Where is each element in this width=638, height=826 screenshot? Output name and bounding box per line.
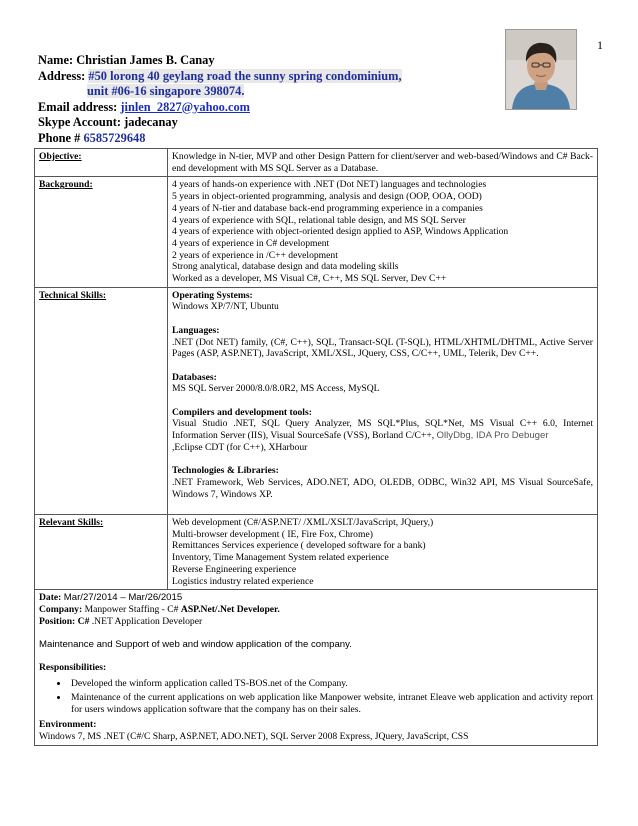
background-label: Background:	[35, 177, 168, 287]
skype-label: Skype Account:	[38, 115, 121, 129]
name-label: Name:	[38, 53, 74, 67]
address-label: Address:	[38, 68, 86, 83]
objective-row	[35, 149, 598, 177]
full-name: Christian James B. Canay	[76, 53, 215, 67]
objective-label: Objective:	[35, 149, 168, 177]
objective-text: Knowledge in N-tier, MVP and other Design Pattern for client/server and web-based/Windows and C# Back-end development with MS SQL Server as a Database.	[168, 149, 598, 177]
resume-table	[34, 148, 598, 746]
relevant-skills-row	[35, 515, 598, 590]
phone-value: 6585729648	[83, 130, 146, 145]
job-date: Mar/27/2014 – Mar/26/2015	[63, 592, 183, 604]
address-line	[38, 69, 402, 85]
list-item: • Maintenance of the current applications on web application like Manpower website, intranet Eleave web application and activity report for users windows application software that the company has on their sales.	[69, 692, 593, 715]
relevant-skills-content	[168, 515, 598, 590]
background-item: 2 years of experience in /C++ development	[172, 249, 338, 261]
relevant-skill-item: Logistics industry related experience	[172, 575, 314, 587]
background-item: 4 years of hands-on experience with .NET (Dot NET) languages and technologies	[172, 179, 487, 191]
background-item: Worked as a developer, MS Visual C#, C++, MS SQL Server, Dev C++	[172, 273, 447, 285]
job-company: Manpower Staffing - C#	[84, 603, 179, 615]
list-item: • Developed the winform application called TS-BOS.net of the Company.	[69, 678, 593, 690]
relevant-skill-item: Reverse Engineering experience	[172, 563, 297, 575]
job-date-label: Date:	[39, 592, 62, 604]
databases-title: Databases:	[172, 371, 217, 383]
tools-title: Compilers and development tools:	[172, 406, 312, 418]
tools-text-debuggers: OllyDbg, IDA Pro Debuger	[436, 430, 549, 442]
email-line	[38, 100, 402, 116]
job-position-line	[39, 616, 593, 628]
job-experience	[35, 590, 598, 745]
job-summary: Maintenance and Support of web and window application of the company.	[39, 639, 352, 651]
background-item: 4 years of experience with SQL, relational table design, and MS SQL Server	[172, 214, 466, 226]
technical-skills-label: Technical Skills:	[35, 287, 168, 514]
job-company-line	[39, 604, 593, 616]
technologies-title: Technologies & Libraries:	[172, 465, 279, 477]
job-date-line	[39, 592, 593, 604]
background-content	[168, 177, 598, 287]
languages-title: Languages:	[172, 324, 220, 336]
job-company-label: Company:	[39, 603, 83, 615]
background-item: 4 years of N-tier and database back-end programming experience in a companies	[172, 202, 483, 214]
responsibilities-list	[39, 678, 593, 715]
os-text: Windows XP/7/NT, Ubuntu	[172, 301, 279, 313]
page-number: 1	[597, 38, 603, 52]
relevant-skill-item: Web development (C#/ASP.NET/ /XML/XSLT/JavaScript, JQuery,)	[172, 517, 434, 529]
background-item: 4 years of experience in C# development	[172, 237, 330, 249]
relevant-skill-item: Remittances Services experience ( developed software for a bank)	[172, 540, 426, 552]
job-position-label: Position: C#	[39, 615, 90, 627]
address-value-line2: unit #06-16 singapore 398074.	[87, 84, 245, 98]
skype-line	[38, 115, 402, 131]
phone-line	[38, 131, 402, 147]
os-title: Operating Systems:	[172, 289, 253, 301]
phone-label: Phone #	[38, 130, 81, 145]
relevant-skills-label: Relevant Skills:	[35, 515, 168, 590]
environment-text: Windows 7, MS .NET (C#/C Sharp, ASP.NET, ADO.NET), SQL Server 2008 Express, JQuery, JavaScript, CSS	[39, 730, 469, 742]
address-value-line1: #50 lorong 40 geylang road the sunny spring condominium,	[88, 68, 402, 83]
background-row	[35, 177, 598, 287]
tools-text-end: ,Eclipse CDT (for C++), XHarbour	[172, 441, 308, 453]
databases-text: MS SQL Server 2000/8.0/8.0R2, MS Access, MySQL	[172, 383, 380, 395]
skype-value: jadecanay	[124, 115, 178, 129]
background-item: 5 years in object-oriented programming, analysis and design (OOP, OOA, OOD)	[172, 191, 482, 203]
relevant-skill-item: Inventory, Time Management System related experience	[172, 552, 389, 564]
technical-skills-row	[35, 287, 598, 514]
technologies-text: .NET Framework, Web Services, ADO.NET, ADO, OLEDB, ODBC, Win32 API, MS Visual SourceSafe, Windows 7, Windows XP.	[172, 476, 593, 500]
responsibilities-label: Responsibilities:	[39, 662, 107, 674]
environment-label: Environment:	[39, 719, 97, 731]
email-link[interactable]: jinlen_2827@yahoo.com	[120, 99, 250, 114]
job-position: .NET Application Developer	[91, 615, 203, 627]
person-photo-icon	[505, 29, 577, 110]
languages-text: .NET (Dot NET) family, (C#, C++), SQL, Transact-SQL (T-SQL), HTML/XHTML/DHTML, Active Server Pages (ASP, ASP.NET), JavaScript, XML/XSL, JQuery, CSS, C/C++, UML, Telerik, Dev C++.	[172, 336, 593, 360]
email-label: Email address:	[38, 99, 118, 114]
job-row	[35, 590, 598, 745]
background-item: 4 years of experience with object-oriented design applied to ASP, Windows Application	[172, 226, 509, 238]
tools-text-main: Visual Studio .NET, SQL Query Analyzer, MS SQL*Plus, SQL*Net, MS Visual C++ 6.0, Internet Information Server (IIS), Visual SourceSafe (VSS), Borland C/C++,	[172, 418, 593, 442]
background-item: Strong analytical, database design and data modeling skills	[172, 261, 399, 273]
relevant-skill-item: Multi-browser development ( IE, Fire Fox, Chrome)	[172, 528, 373, 540]
contact-header	[38, 53, 402, 146]
job-company-role: ASP.Net/.Net Developer.	[180, 603, 280, 615]
tools-text	[172, 418, 593, 453]
address-line-2	[38, 84, 402, 100]
name-line	[38, 53, 402, 69]
technical-skills-content	[168, 287, 598, 514]
profile-photo	[506, 30, 576, 109]
